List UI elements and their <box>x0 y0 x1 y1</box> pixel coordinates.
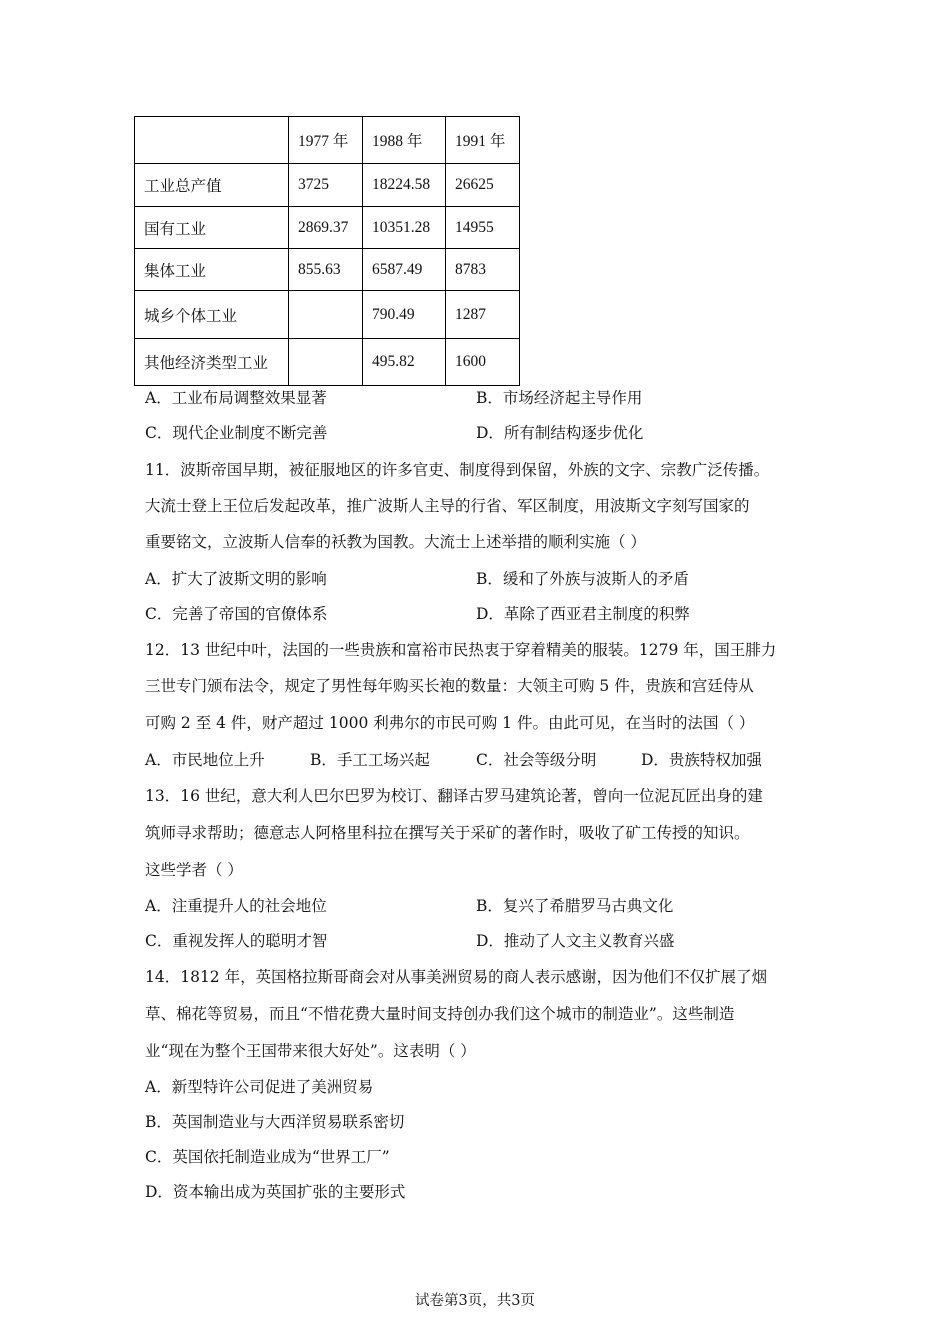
q14-option-c: C．英国依托制造业成为“世界工厂” <box>145 1148 390 1166</box>
table-cell: 8783 <box>446 249 520 291</box>
table-cell: 6587.49 <box>363 249 446 291</box>
q13-option-a: A．注重提升人的社会地位 <box>145 897 327 915</box>
q13-stem-line: 筑师寻求帮助；德意志人阿格里科拉在撰写关于采矿的著作时，吸收了矿工传授的知识。 <box>145 824 750 842</box>
q14-option-b: B．英国制造业与大西洋贸易联系密切 <box>145 1113 405 1131</box>
q10-option-b: B．市场经济起主导作用 <box>476 389 643 407</box>
table-cell <box>289 291 363 339</box>
q12-stem-line: 12．13 世纪中叶，法国的一些贵族和富裕市民热衷于穿着精美的服装。1279 年，国王腓力 <box>145 641 777 659</box>
q12-option-b: B．手工工场兴起 <box>310 751 430 769</box>
q11-stem-line: 11．波斯帝国早期，被征服地区的许多官吏、制度得到保留，外族的文字、宗教广泛传播。 <box>145 461 770 479</box>
table-cell: 14955 <box>446 207 520 249</box>
table-row <box>135 291 520 339</box>
table-header-cell: 1977 年 <box>289 117 363 164</box>
table-cell: 790.49 <box>363 291 446 339</box>
table-cell: 26625 <box>446 164 520 207</box>
table-header-cell <box>135 117 289 164</box>
table-header-cell: 1991 年 <box>446 117 520 164</box>
table-cell: 3725 <box>289 164 363 207</box>
q10-option-d: D．所有制结构逐步优化 <box>476 424 644 442</box>
q12-stem-line: 三世专门颁布法令，规定了男性每年购买长袍的数量：大领主可购 5 件，贵族和宫廷侍从 <box>145 677 754 695</box>
table-cell: 10351.28 <box>363 207 446 249</box>
table-row <box>135 249 520 291</box>
table-row <box>135 207 520 249</box>
q11-option-a: A．扩大了波斯文明的影响 <box>145 570 327 588</box>
q14-stem-line: 14．1812 年，英国格拉斯哥商会对从事美洲贸易的商人表示感谢，因为他们不仅扩展了烟 <box>145 968 768 986</box>
table-header-cell: 1988 年 <box>363 117 446 164</box>
q12-stem-line: 可购 2 至 4 件，财产超过 1000 利弗尔的市民可购 1 件。由此可见，在当时的法国（ ） <box>145 714 755 732</box>
q14-stem-line: 业“现在为整个王国带来很大好处”。这表明（ ） <box>145 1042 476 1060</box>
q13-option-d: D．推动了人文主义教育兴盛 <box>476 932 675 950</box>
q11-option-c: C．完善了帝国的官僚体系 <box>145 605 328 623</box>
table-cell <box>289 339 363 386</box>
q13-stem-line: 13．16 世纪，意大利人巴尔巴罗为校订、翻译古罗马建筑论著，曾向一位泥瓦匠出身的建 <box>145 787 763 805</box>
q11-stem-line: 大流士登上王位后发起改革，推广波斯人主导的行省、军区制度，用波斯文字刻写国家的 <box>145 497 750 515</box>
q14-option-d: D．资本输出成为英国扩张的主要形式 <box>145 1183 406 1201</box>
table-row <box>135 164 520 207</box>
table-cell: 2869.37 <box>289 207 363 249</box>
table-cell: 国有工业 <box>135 207 289 249</box>
q13-stem-line: 这些学者（ ） <box>145 861 243 879</box>
table-cell: 18224.58 <box>363 164 446 207</box>
q11-option-b: B．缓和了外族与波斯人的矛盾 <box>476 570 689 588</box>
q11-option-d: D．革除了西亚君主制度的积弊 <box>476 605 690 623</box>
table-cell: 1600 <box>446 339 520 386</box>
q10-option-a: A．工业布局调整效果显著 <box>145 389 327 407</box>
q14-stem-line: 草、棉花等贸易，而且“不惜花费大量时间支持创办我们这个城市的制造业”。这些制造 <box>145 1005 735 1023</box>
q12-option-d: D．贵族特权加强 <box>641 751 762 769</box>
q10-option-c: C．现代企业制度不断完善 <box>145 424 328 442</box>
table-cell: 495.82 <box>363 339 446 386</box>
q11-stem-line: 重要铭文，立波斯人信奉的袄教为国教。大流士上述举措的顺利实施（ ） <box>145 533 646 551</box>
q13-option-c: C．重视发挥人的聪明才智 <box>145 932 328 950</box>
table-header-row <box>135 117 520 164</box>
q12-option-c: C．社会等级分明 <box>476 751 597 769</box>
q12-option-a: A．市民地位上升 <box>145 751 265 769</box>
table-cell: 其他经济类型工业 <box>135 339 289 386</box>
table-cell: 工业总产值 <box>135 164 289 207</box>
table-cell: 855.63 <box>289 249 363 291</box>
table-cell: 1287 <box>446 291 520 339</box>
industry-output-table <box>134 116 520 386</box>
table-cell: 集体工业 <box>135 249 289 291</box>
page-footer: 试卷第3页，共3页 <box>415 1293 535 1309</box>
table-cell: 城乡个体工业 <box>135 291 289 339</box>
table-row <box>135 339 520 386</box>
q14-option-a: A．新型特许公司促进了美洲贸易 <box>145 1078 374 1096</box>
q13-option-b: B．复兴了希腊罗马古典文化 <box>476 897 674 915</box>
